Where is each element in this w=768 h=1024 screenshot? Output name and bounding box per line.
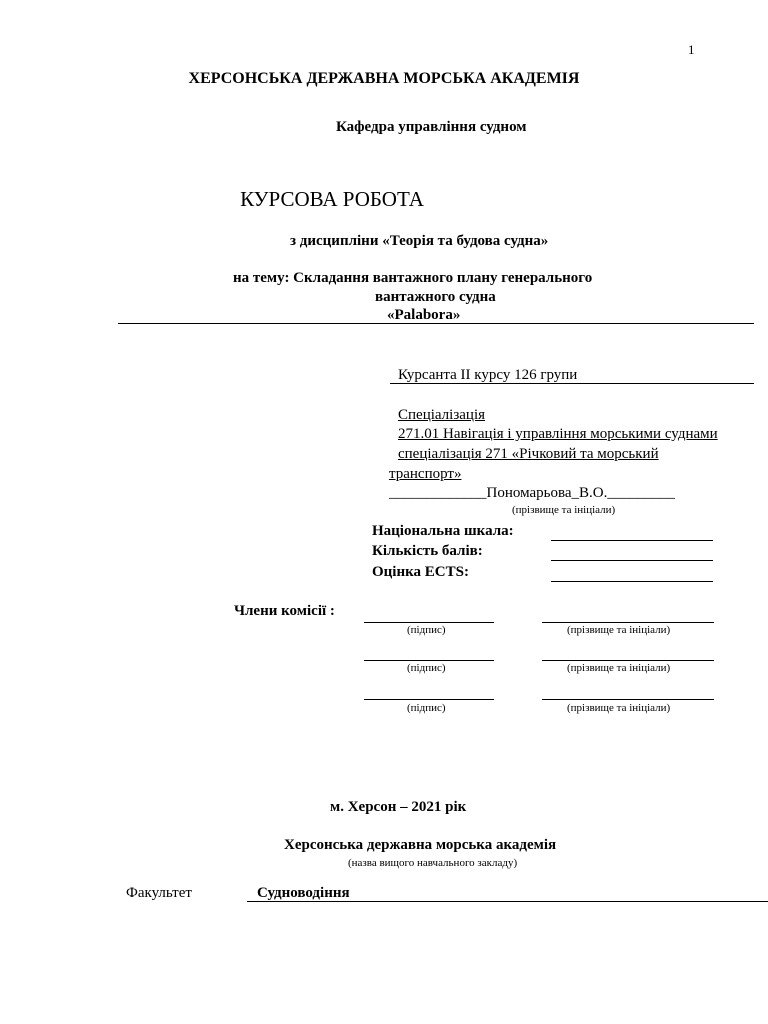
- city-year: м. Херсон – 2021 рік: [330, 799, 467, 815]
- topic-underline: [118, 323, 754, 324]
- name-caption-3: (прізвище та ініціали): [567, 702, 671, 714]
- academy-title: ХЕРСОНСЬКА ДЕРЖАВНА МОРСЬКА АКАДЕМІЯ: [188, 70, 580, 87]
- topic-line-2: вантажного судна: [375, 289, 496, 305]
- signature-caption-2: (підпис): [407, 662, 446, 674]
- commission-name-line-2: [542, 660, 714, 661]
- specialization-label: Спеціалізація: [398, 407, 486, 423]
- ects-label: Оцінка ECTS:: [372, 564, 469, 580]
- national-scale-label: Національна шкала:: [372, 523, 514, 539]
- ects-line: [551, 581, 713, 582]
- commission-signature-line-1: [364, 622, 494, 623]
- student-name-line: _____________Пономарьова_В.О._________: [389, 485, 675, 501]
- course-group: Курсанта II курсу 126 групи: [398, 367, 578, 383]
- name-caption-1: (прізвище та ініціали): [567, 624, 671, 636]
- commission-name-line-1: [542, 622, 714, 623]
- topic-line-1: на тему: Складання вантажного плану генерального: [233, 270, 593, 286]
- discipline-line: з дисципліни «Теорія та будова судна»: [290, 233, 549, 249]
- academy-name: Херсонська державна морська академія: [284, 837, 557, 853]
- specialization-line-1: 271.01 Навігація і управління морськими суднами: [398, 426, 718, 442]
- specialization-line-2: спеціалізація 271 «Річковий та морський: [398, 446, 659, 462]
- name-caption-2: (прізвище та ініціали): [567, 662, 671, 674]
- signature-caption-3: (підпис): [407, 702, 446, 714]
- signature-caption-1: (підпис): [407, 624, 446, 636]
- faculty-underline: [247, 901, 768, 902]
- page-number: 1: [688, 42, 695, 57]
- commission-name-line-3: [542, 699, 714, 700]
- national-scale-line: [551, 540, 713, 541]
- commission-signature-line-3: [364, 699, 494, 700]
- commission-signature-line-2: [364, 660, 494, 661]
- academy-caption: (назва вищого навчального закладу): [348, 857, 518, 869]
- doc-type-title: КУРСОВА РОБОТА: [240, 187, 424, 211]
- points-label: Кількість балів:: [372, 543, 483, 559]
- specialization-line-3: транспорт»: [389, 466, 462, 482]
- department-title: Кафедра управління судном: [336, 119, 527, 135]
- faculty-label: Факультет: [126, 885, 192, 901]
- course-group-underline: [390, 383, 754, 384]
- faculty-value: Судноводіння: [257, 885, 350, 901]
- points-line: [551, 560, 713, 561]
- student-name-caption: (прізвище та ініціали): [512, 504, 616, 516]
- topic-line-3: «Palabora»: [387, 307, 461, 323]
- commission-label: Члени комісії :: [234, 603, 335, 619]
